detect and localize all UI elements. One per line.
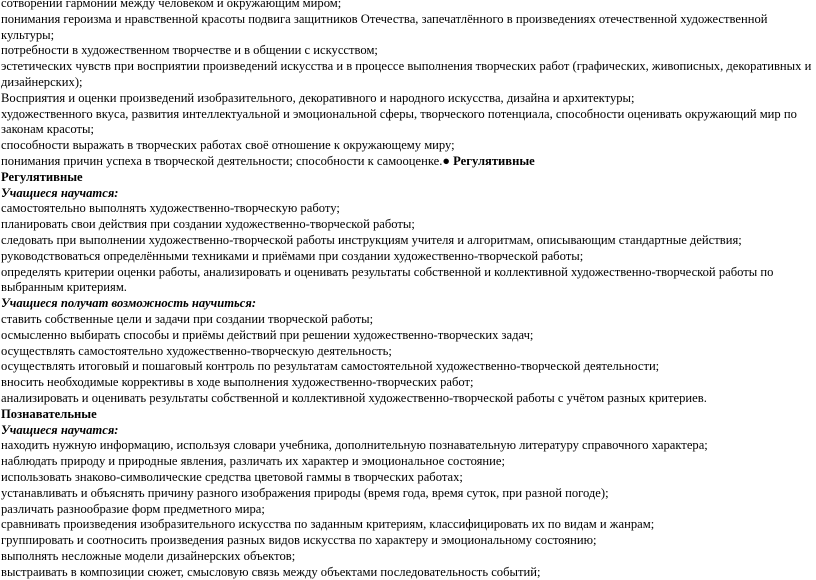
text-line: понимания героизма и нравственной красоты подвига защитников Отечества, запечатлённого в произведениях отечественной художественной культуры; <box>1 11 768 42</box>
section-heading-regulatory: Регулятивные <box>1 169 83 184</box>
text-line: способности выражать в творческих работах своё отношение к окружающему миру; <box>1 138 455 153</box>
list-item: самостоятельно выполнять художественно-творческую работу; <box>1 201 340 216</box>
subheading-will-learn: Учащиеся научатся: <box>1 422 119 437</box>
list-item: различать разнообразие форм предметного мира; <box>1 501 265 516</box>
text-line: Восприятия и оценки произведений изобразительного, декоративного и народного искусства, дизайна и архитектуры; <box>1 90 635 105</box>
list-item: выполнять несложные модели дизайнерских объектов; <box>1 548 296 563</box>
list-item: использовать знаково-символические средства цветовой гаммы в творческих работах; <box>1 469 463 484</box>
document-page <box>1 0 813 580</box>
text-line: художественного вкуса, развития интеллектуальной и эмоциональной сферы, творческого потенциала, способности оценивать окружающий мир по законам красоты; <box>1 106 797 137</box>
list-item: осмысленно выбирать способы и приёмы действий при решении художественно-творческих задач; <box>1 327 534 342</box>
list-item: вносить необходимые коррективы в ходе выполнения художественно-творческих работ; <box>1 375 474 390</box>
list-item: анализировать и оценивать результаты собственной и коллективной художественно-творческой работы с учётом разных критериев. <box>1 390 707 405</box>
subheading-will-learn: Учащиеся научатся: <box>1 185 119 200</box>
text-line: потребности в художественном творчестве и в общении с искусством; <box>1 43 378 58</box>
list-item: следовать при выполнении художественно-творческой работы инструкциям учителя и алгоритмам, описывающим стандартные действия; <box>1 232 742 247</box>
list-item: выстраивать в композиции сюжет, смысловую связь между объектами последовательность событий; <box>1 564 541 579</box>
list-item: ставить собственные цели и задачи при создании творческой работы; <box>1 311 374 326</box>
list-item: руководствоваться определёнными техниками и приёмами при создании художественно-творческой работы; <box>1 248 584 263</box>
list-item: определять критерии оценки работы, анализировать и оценивать результаты собственной и коллективной художественно-творческой работы по выбранным критериям. <box>1 264 774 295</box>
list-item: осуществлять итоговый и пошаговый контроль по результатам самостоятельной художественно-творческой деятельности; <box>1 359 660 374</box>
inline-section-heading: Регулятивные <box>453 153 535 168</box>
list-item: устанавливать и объяснять причину разного изображения природы (время года, время суток, при разной погоде); <box>1 485 609 500</box>
text-line: понимания причин успеха в творческой деятельности; способности к самооценке. <box>1 153 443 168</box>
list-item: осуществлять самостоятельно художественно-творческую деятельность; <box>1 343 392 358</box>
text-line: сотворении гармонии между человеком и окружающим миром; <box>1 0 342 10</box>
list-item: наблюдать природу и природные явления, различать их характер и эмоциональное состояние; <box>1 454 505 469</box>
section-heading-cognitive: Познавательные <box>1 406 97 421</box>
subheading-opportunity: Учащиеся получат возможность научиться: <box>1 296 257 311</box>
list-item: находить нужную информацию, используя словари учебника, дополнительную познавательную литературу справочного характера; <box>1 438 708 453</box>
text-line-with-inline-heading <box>1 154 813 170</box>
list-item: сравнивать произведения изобразительного искусства по заданным критериям, классифицировать их по видам и жанрам; <box>1 517 655 532</box>
bullet-icon: ● <box>442 153 450 168</box>
text-line: эстетических чувств при восприятии произведений искусства и в процессе выполнения творческих работ (графических, живописных, декоративных и дизайнерских); <box>1 59 812 89</box>
list-item: планировать свои действия при создании художественно-творческой работы; <box>1 217 415 232</box>
list-item: группировать и соотносить произведения разных видов искусства по характеру и эмоциональному состоянию; <box>1 533 597 548</box>
